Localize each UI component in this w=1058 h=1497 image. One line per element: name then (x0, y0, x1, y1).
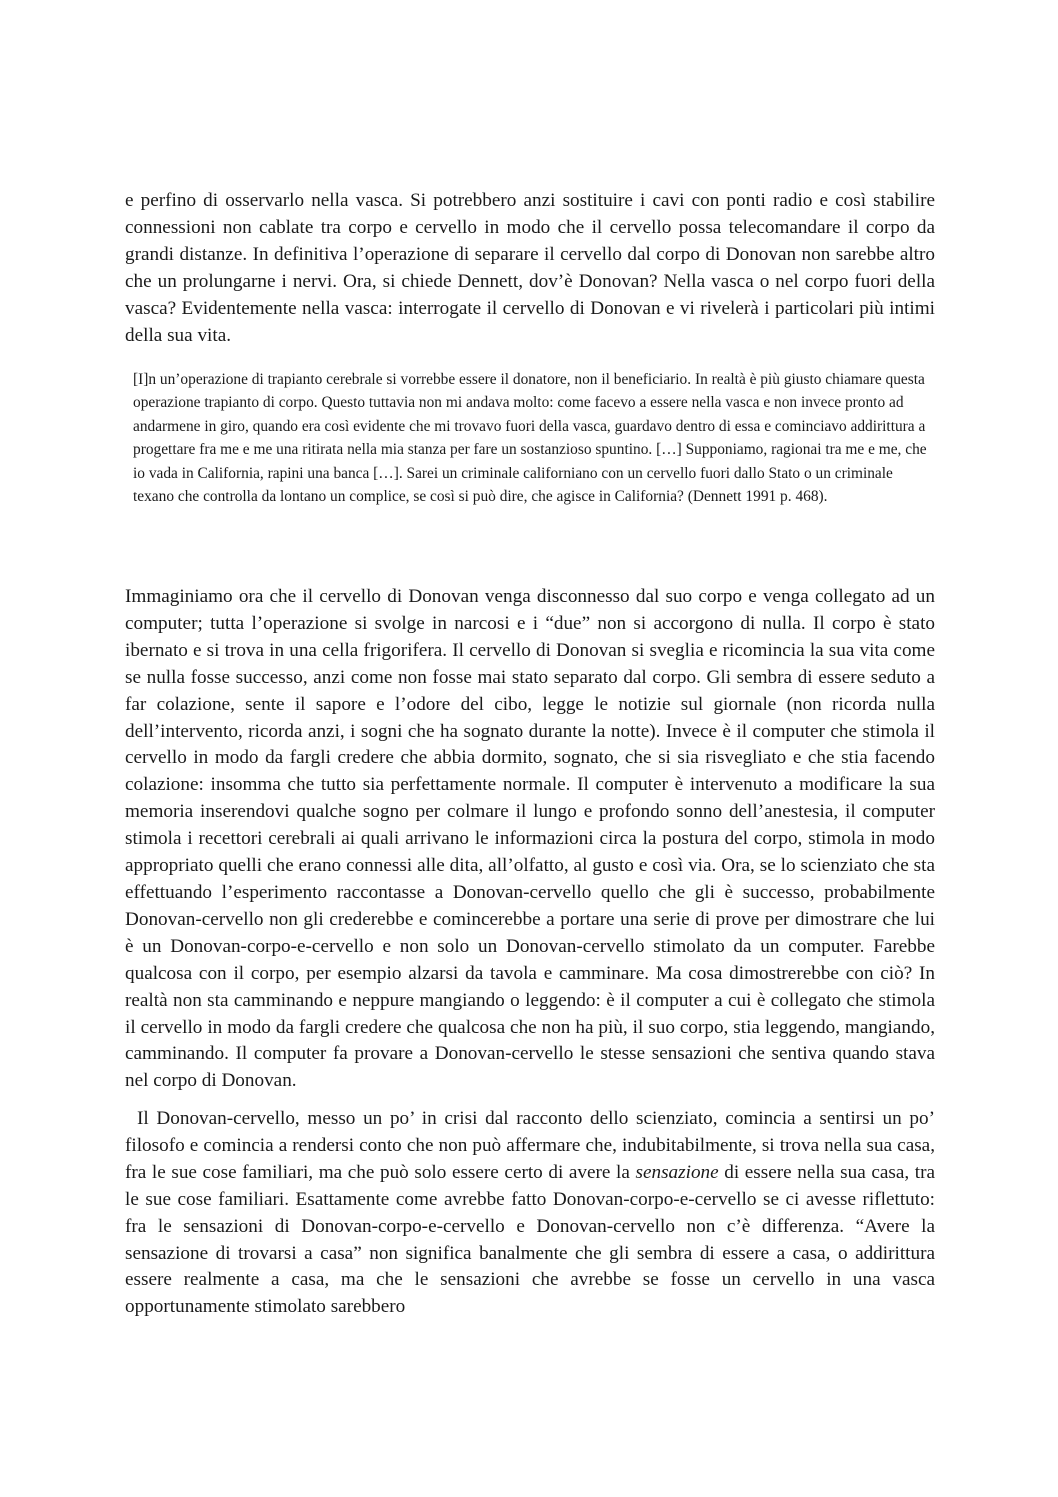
emphasized-word: sensazione (635, 1161, 719, 1183)
body-paragraph-1: e perfino di osservarlo nella vasca. Si potrebbero anzi sostituire i cavi con ponti radio e così stabilire connessioni non cablate tra corpo e cervello in modo che il cervello possa telecomandare il corpo da grandi distanze. In definitiva l’operazione di separare il cervello dal corpo di Donovan non sarebbe altro che un prolungarne i nervi. Ora, si chiede Dennett, dov’è Donovan? Nella vasca o nel corpo fuori della vasca? Evidentemente nella vasca: interrogate il cervello di Donovan e vi rivelerà i particolari più intimi della sua vita. (125, 190, 935, 346)
block-quote: [I]n un’operazione di trapianto cerebrale si vorrebbe essere il donatore, non il beneficiario. In realtà è più giusto chiamare questa operazione trapianto di corpo. Questo tuttavia non mi andava molto: come facevo a essere nella vasca e non invece pronto ad andarmene in giro, quando era così evidente che mi trovavo fuori della vasca, guardavo dentro di essa e cominciavo addirittura a progettare fra me e me una ritirata nella mia stanza per fare un sostanzioso spuntino. […] Supponiamo, ragionai tra me e me, che io vada in California, rapini una banca […]. Sarei un criminale californiano con un cervello fuori dallo Stato o un criminale texano che controlla da lontano un complice, se così si può dire, che agisce in California? (Dennett 1991 p. 468). (133, 371, 927, 506)
paragraph-3-text-start: Il Donovan-cervello, messo un po’ in crisi dal racconto dello scienziato, comincia a sentirsi un po’ filosofo e comincia a rendersi conto che non può affermare che, indubitabilmente, si trova nella sua casa, fra le sue cose familiari, ma che può solo essere certo di avere la (125, 1108, 935, 1183)
body-paragraph-3 (125, 1106, 935, 1321)
paragraph-3-text-end: di essere nella sua casa, tra le sue cose familiari. Esattamente come avrebbe fatto Donovan-corpo-e-cervello se ci avesse riflettuto: fra le sensazioni di Donovan-corpo-e-cervello e Donovan-cervello non c’è differenza. “Avere la sensazione di trovarsi a casa” non significa banalmente che gli sembra di essere a casa, o addirittura essere realmente a casa, ma che le sensazioni che avrebbe se fosse un cervello in una vasca opportunamente stimolato sarebbero (125, 1161, 936, 1318)
body-paragraph-2: Immaginiamo ora che il cervello di Donovan venga disconnesso dal suo corpo e venga collegato ad un computer; tutta l’operazione si svolge in narcosi e i “due” non si accorgono di nulla. Il corpo è stato ibernato e si trova in una cella frigorifera. Il cervello di Donovan si sveglia e ricomincia la sua vita come se nulla fosse successo, anzi come non fosse mai stato separato dal corpo. Gli sembra di essere seduto a far colazione, sente il sapore e l’odore del cibo, legge le notizie sul giornale (non ricorda nulla dell’intervento, ricorda anzi, i sogni che ha sognato durante la notte). Invece è il computer che stimola il cervello in modo da fargli credere che abbia dormito, sognato, che si sia risvegliato e che stia facendo colazione: insomma che tutto sia perfettamente normale. Il computer è intervenuto a modificare la sua memoria inserendovi qualche sogno per colmare il lungo e profondo sonno dell’anestesia, il computer stimola i recettori cerebrali ai quali arrivano le informazioni circa la postura del corpo, stimola in modo appropriato quelli che erano connessi alle dita, all’olfatto, al gusto e così via. Ora, se lo scienziato che sta effettuando l’esperimento raccontasse a Donovan-cervello quello che gli è successo, probabilmente Donovan-cervello non gli crederebbe e comincerebbe a portare una serie di prove per dimostrare che lui è un Donovan-corpo-e-cervello e non solo un Donovan-cervello stimolato da un computer. Farebbe qualcosa con il corpo, per esempio alzarsi da tavola e camminare. Ma cosa dimostrerebbe con ciò? In realtà non sta camminando e neppure mangiando o leggendo: è il computer a cui è collegato che stimola il cervello in modo da fargli credere che qualcosa che non ha più, il suo corpo, stia leggendo, mangiando, camminando. Il computer fa provare a Donovan-cervello le stesse sensazioni che sentiva quando stava nel corpo di Donovan. (125, 586, 935, 1092)
